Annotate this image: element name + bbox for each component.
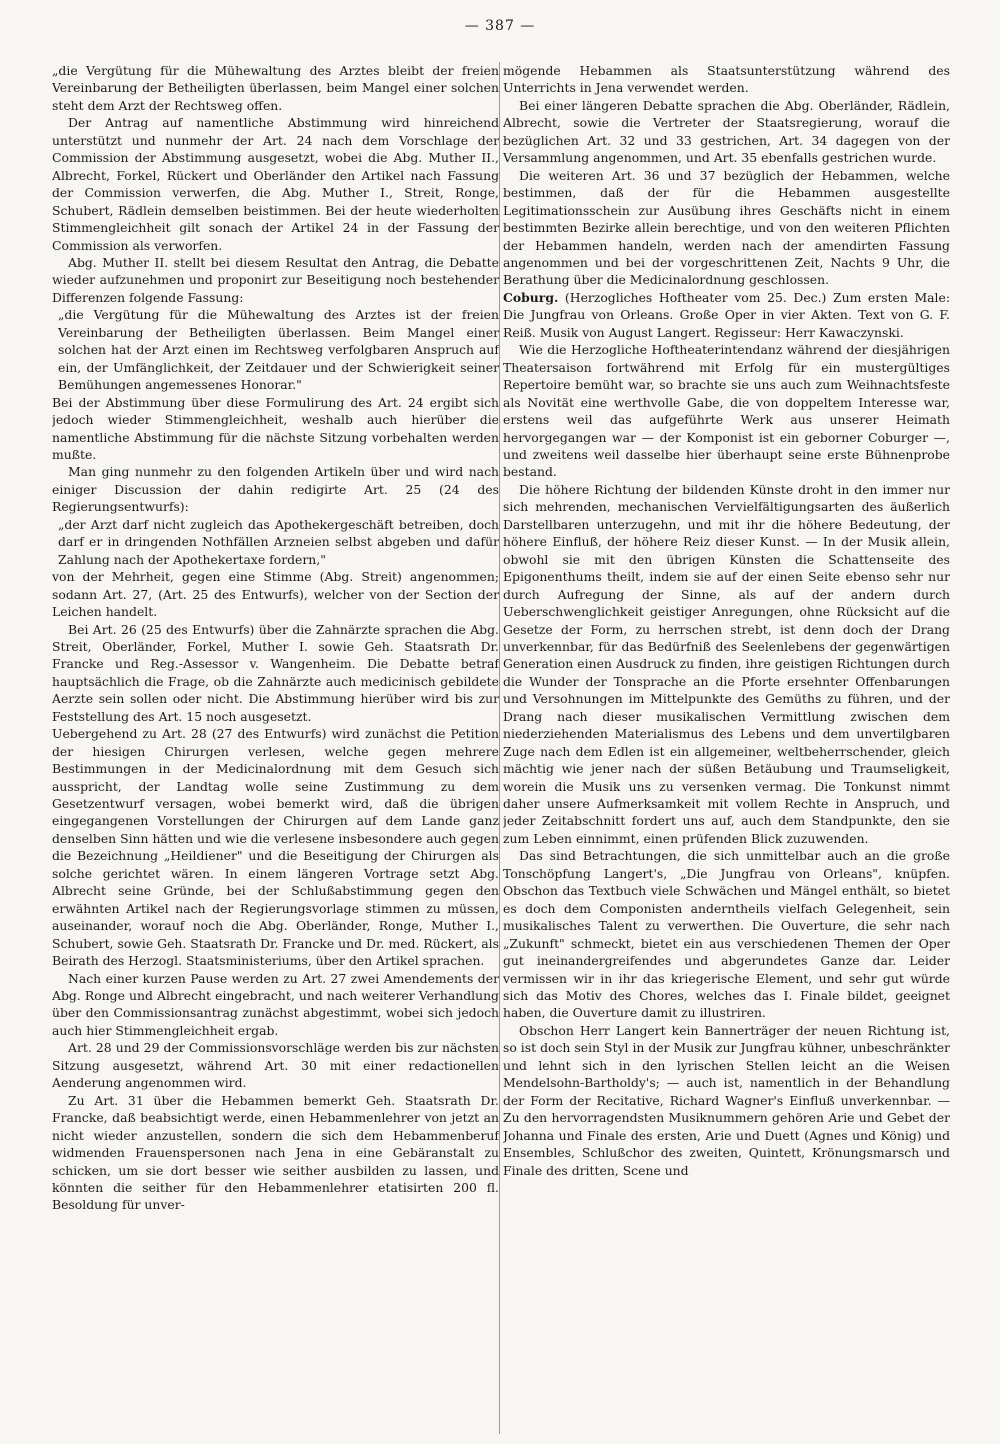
paragraph: „die Vergütung für die Mühewaltung des Arztes bleibt der freien Vereinbarung der Betheiligten überlassen, beim Mangel einer solchen steht dem Arzt der Rechtsweg offen. — [52, 63, 499, 113]
paragraph: Nach einer kurzen Pause werden zu Art. 27 zwei Amendements der Abg. Ronge und Albrecht eingebracht, und nach weiterer Verhandlung über den Commissionsantrag zunächst abgestimmt, wobei sich jedoch auch hier Stimmengleichheit ergab. — [52, 970, 499, 1038]
paragraph: „der Arzt darf nicht zugleich das Apothekergeschäft betreiben, doch darf er in dringenden Nothfällen Arzneien selbst abgeben und dafür Zahlung nach der Apothekertaxe fordern," — [58, 516, 499, 567]
paragraph: Bei Art. 26 (25 des Entwurfs) über die Zahnärzte sprachen die Abg. Streit, Oberländer, Forkel, Muther I. sowie Geh. Staatsrath Dr. Francke und Reg.-Assessor v. Wangenheim. Die Debatte betraf hauptsächlich die Frage, ob die Zahnärzte auch medicinisch gebildete Aerzte sein sollen oder nicht. Die Abstimmung hierüber wird bis zur Feststellung des Art. 15 noch ausgesetzt. — [52, 621, 499, 724]
paragraph: Bei der Abstimmung über diese Formulirung des Art. 24 ergibt sich jedoch wieder Stimmengleichheit, weshalb auch hierüber die namentliche Abstimmung für die nächste Sitzung vorbehalten werden mußte. — [52, 394, 499, 462]
paragraph: Die höhere Richtung der bildenden Künste droht in den immer nur sich mehrenden, mechanischen Vervielfältigungsarten des äußerlich Darstellbaren unterzugehn, und mit ihr die höhere Bedeutung, der höhere Einfluß, der höhere Reiz dieser Kunst. — In der Musik allein, obwohl sie mit den übrigen Künsten die Schattenseite des Epigonenthums theilt, indem sie auf der einen Seite ebenso sehr nur durch Aufregung der Sinne, als auf der andern durch Ueberschwenglichkeit geistiger Anregungen, ohne Rücksicht auf die Gesetze der Form, zu herrschen strebt, ist denn doch der Drang unverkennbar, für das Bedürfniß des Seelenlebens der gegenwärtigen Generation einen Ausdruck zu finden, ihre geistigen Richtungen durch die Wunder der Tonsprache an die Pforte ersehnter Offenbarungen und Versohnungen im Mittelpunkte des Gemüths zu führen, und der Drang nach dieser musikalischen Vermittlung zwischen dem niederziehenden Materialismus des Lebens und dem unvertilgbaren Zuge nach dem Edlen ist ein allgemeiner, weltbeherrschender, gleich mächtig wie jener nach der süßen Betäubung und Traumseligkeit, worein die Musik uns zu versenken vermag. Die Tonkunst nimmt daher unsere Aufmerksamkeit mit vollem Rechte in Anspruch, und jeder Zeitabschnitt fordert uns auf, auch dem Standpunkte, den sie zum Leben einnimmt, einen prüfenden Blick zuzuwenden. — [503, 481, 950, 846]
paragraph: Wie die Herzogliche Hoftheaterintendanz während der diesjährigen Theatersaison fortwährend mit Erfolg für ein mustergültiges Repertoire bemüht war, so brachte sie uns auch zum Weihnachtsfeste als Novität eine werthvolle Gabe, die von doppeltem Interesse war, erstens weil das aufgeführte Werk aus unserer Heimath hervorgegangen war — der Komponist ist ein geborner Coburger —, und zweitens weil dasselbe hier überhaupt seine erste Bühnenprobe bestand. — [503, 342, 950, 480]
paragraph: Uebergehend zu Art. 28 (27 des Entwurfs) wird zunächst die Petition der hiesigen Chirurgen verlesen, welche gegen mehrere Bestimmungen in der Medicinalordnung mit dem Gesuch sich ausspricht, der Landtag wolle seine Zustimmung zu dem Gesetzentwurf versagen, wobei bemerkt wird, daß die übrigen eingegangenen Vorstellungen der Chirurgen auf dem Lande ganz denselben Sinn hätten und wie die verlesene insbesondere auch gegen die Bezeichnung „Heildiener" und die Beseitigung der Chirurgen als solche gerichtet wären. In einem längeren Vortrage setzt Abg. Albrecht seine Gründe, bei der Schlußabstimmung gegen den erwähnten Artikel nach der Regierungsvorlage stimmen zu müssen, auseinander, worauf noch die Abg. Oberländer, Ronge, Muther I., Schubert, sowie Geh. Staatsrath Dr. Francke und Dr. med. Rückert, als Beirath des Herzogl. Staatsministeriums, über den Artikel sprachen. — [52, 726, 499, 969]
paragraph-text: (Herzogliches Hoftheater vom 25. Dec.) Zum ersten Male: Die Jungfrau von Orleans. Große Oper in vier Akten. Text von G. F. Reiß. Musik von August Langert. Regisseur: Herr Kawaczynski. — [503, 289, 950, 340]
left-column — [52, 62, 499, 1434]
paragraph: Man ging nunmehr zu den folgenden Artikeln über und wird nach einiger Discussion der dahin redigirte Art. 25 (24 des Regierungsentwurfs): — [52, 464, 499, 515]
paragraph: Obschon Herr Langert kein Bannerträger der neuen Richtung ist, so ist doch sein Styl in der Musik zur Jungfrau kühner, unbeschränkter und lehnt sich in den lyrischen Stellen leicht an die Weisen Mendelsohn-Bartholdy's; — auch ist, namentlich in der Behandlung der Form der Recitative, Richard Wagner's Einfluß unverkennbar. — Zu den hervorragendsten Musiknummern gehören Arie und Gebet der Johanna und Finale des ersten, Arie und Duett (Agnes und König) und Ensembles, Schlußchor des zweiten, Quintett, Krönungsmarsch und Finale des dritten, Scene und — [503, 1022, 950, 1178]
paragraph: Art. 28 und 29 der Commissionsvorschläge werden bis zur nächsten Sitzung ausgesetzt, während Art. 30 mit einer redactionellen Aenderung angenommen wird. — [52, 1040, 499, 1091]
paragraph: Zu Art. 31 über die Hebammen bemerkt Geh. Staatsrath Dr. Francke, daß beabsichtigt werde, einen Hebammenlehrer von jetzt an nicht wieder anzustellen, sondern die sich dem Hebammenberuf widmenden Frauenspersonen nach Jena in eine Gebäranstalt zu schicken, um sie dort besser wie seither ausbilden zu lassen, und könnten die seither für den Hebammenlehrer etatisirten 200 fl. Besoldung für unver- — [52, 1092, 499, 1213]
paragraph: Abg. Muther II. stellt bei diesem Resultat den Antrag, die Debatte wieder aufzunehmen und proponirt zur Beseitigung noch bestehender Differenzen folgende Fassung: — [52, 254, 499, 305]
paragraph: Die weiteren Art. 36 und 37 bezüglich der Hebammen, welche bestimmen, daß der für die Hebammen ausgestellte Legitimationsschein zur Ausübung ihres Geschäfts nicht in einem bestimmten Bezirke allein berechtige, und von den weiteren Pflichten der Hebammen handeln, werden nach der amendirten Fassung angenommen und bei der vorgeschrittenen Zeit, Nachts 9 Uhr, die Berathung über die Medicinalordnung geschlossen. — [503, 167, 950, 288]
column-divider — [499, 62, 500, 1434]
paragraph: Der Antrag auf namentliche Abstimmung wird hinreichend unterstützt und nunmehr der Art. 24 nach dem Vorschlage der Commission der Abstimmung ausgesetzt, wobei die Abg. Muther II., Albrecht, Forkel, Rückert und Oberländer den Artikel nach Fassung der Commission verwerfen, die Abg. Muther I., Streit, Ronge, Schubert, Rädlein demselben beistimmen. Bei der heute wiederholten Stimmengleichheit gilt sonach der Artikel 24 in der Fassung der Commission als verworfen. — [52, 115, 499, 253]
paragraph: von der Mehrheit, gegen eine Stimme (Abg. Streit) angenommen; sodann Art. 27, (Art. 25 des Entwurfs), welcher von der Section der Leichen handelt. — [52, 569, 499, 620]
dateline: Coburg. — [503, 289, 559, 305]
paragraph: Bei einer längeren Debatte sprachen die Abg. Oberländer, Rädlein, Albrecht, sowie die Vertreter der Staatsregierung, worauf die bezüglichen Art. 32 und 33 gestrichen, Art. 34 dagegen von der Versammlung angenommen, und Art. 35 ebenfalls gestrichen wurde. — [503, 97, 950, 166]
paragraph — [503, 289, 950, 341]
paragraph: Das sind Betrachtungen, die sich unmittelbar auch an die große Tonschöpfung Langert's, „Die Jungfrau von Orleans", knüpfen. Obschon das Textbuch viele Schwächen und Mängel enthält, so bietet es doch dem Componisten anderntheils vielfach Gelegenheit, sein musikalisches Talent zu verwerthen. Die Ouverture, die sehr nach „Zukunft" schmeckt, bietet ein aus verschiedenen Themen der Oper gut ineinandergreifendes und abgerundetes Ganze dar. Leider vermissen wir in ihr das kriegerische Element, und sehr gut würde sich das Motiv des Chores, welches das I. Finale bildet, geeignet haben, die Ouverture damit zu illustriren. — [503, 848, 950, 1021]
paragraph: mögende Hebammen als Staatsunterstützung während des Unterrichts in Jena verwendet werden. — [503, 63, 950, 96]
right-column — [503, 62, 950, 1434]
page-number: — 387 — — [464, 18, 536, 34]
paragraph: „die Vergütung für die Mühewaltung des Arztes ist der freien Vereinbarung der Betheiligten überlassen. Beim Mangel einer solchen hat der Arzt einen im Rechtsweg verfolgbaren Anspruch auf ein, der Umfänglichkeit, der Zeitdauer und der Schwierigkeit seiner Bemühungen angemessenes Honorar." — [58, 307, 499, 393]
